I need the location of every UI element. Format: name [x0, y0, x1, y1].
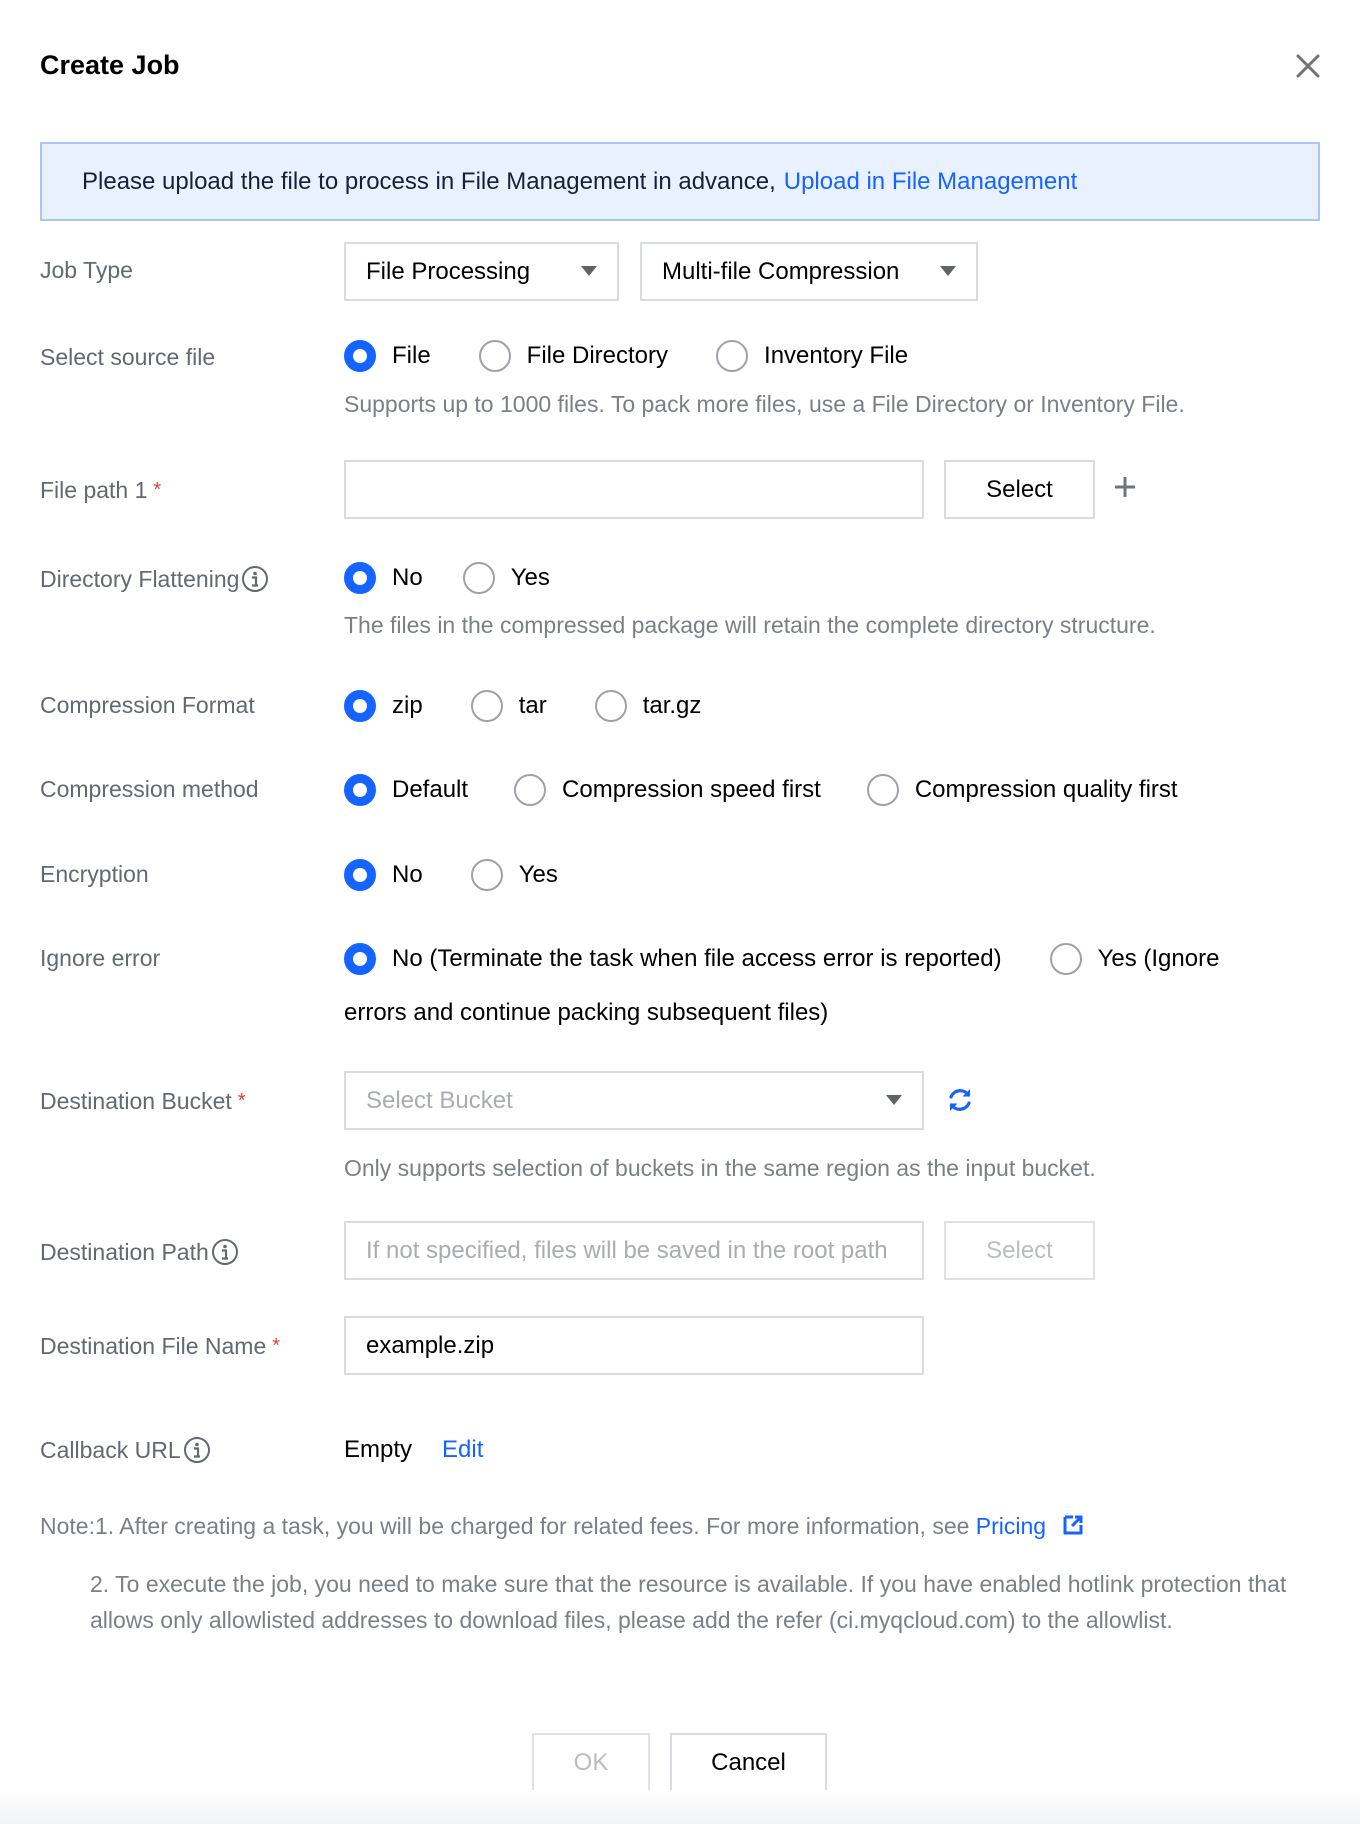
- radio-ignore-error-yes[interactable]: [1050, 943, 1220, 975]
- file-path-label: [40, 477, 161, 504]
- format-label: Compression Format: [40, 692, 255, 718]
- dest-bucket-label: [40, 1088, 246, 1115]
- radio-label: Yes (Ignore: [1097, 945, 1220, 972]
- dest-bucket-select[interactable]: [344, 1071, 924, 1130]
- radio-label: No (Terminate the task when file access error is reported): [392, 945, 1002, 972]
- radio-selected-icon: [344, 690, 376, 722]
- radio-unselected-icon: [595, 690, 627, 722]
- footer-shadow: [0, 1790, 1360, 1824]
- method-radio-group: [344, 774, 1178, 806]
- dest-bucket-hint: Only supports selection of buckets in the same region as the input bucket.: [344, 1155, 1096, 1181]
- radio-selected-icon: [344, 943, 376, 975]
- radio-label: File: [392, 342, 431, 369]
- radio-label: No: [392, 564, 423, 591]
- radio-unselected-icon: [479, 340, 511, 372]
- callback-edit-link[interactable]: Edit: [442, 1436, 484, 1463]
- radio-ignore-error-no[interactable]: [344, 943, 1002, 975]
- radio-selected-icon: [344, 562, 376, 594]
- notice-banner: [40, 142, 1320, 221]
- dest-path-label-text: Destination Path: [40, 1238, 209, 1265]
- dialog-title: Create Job: [40, 50, 180, 80]
- radio-label: Inventory File: [764, 342, 909, 369]
- job-type-label: Job Type: [40, 257, 133, 283]
- required-mark: *: [153, 479, 162, 501]
- required-mark: *: [237, 1090, 246, 1112]
- source-file-label: Select source file: [40, 344, 216, 370]
- encryption-radio-group: [344, 859, 558, 891]
- chevron-down-icon: [940, 266, 956, 276]
- note-line-1: [40, 1508, 1340, 1544]
- cancel-button[interactable]: Cancel: [670, 1733, 827, 1792]
- radio-format-tar[interactable]: [471, 690, 547, 722]
- refresh-icon[interactable]: [944, 1084, 976, 1116]
- ok-button[interactable]: OK: [532, 1733, 650, 1792]
- method-label: Compression method: [40, 776, 259, 802]
- radio-label: zip: [392, 692, 423, 719]
- pricing-link[interactable]: Pricing: [975, 1513, 1047, 1539]
- info-icon[interactable]: [183, 1436, 211, 1464]
- file-path-label-text: File path 1: [40, 477, 148, 503]
- radio-format-zip[interactable]: [344, 690, 423, 722]
- note-line-2: 2. To execute the job, you need to make sure that the resource is available. If you have enabled hotlink protection that allows only allowlisted addresses to download files, please add the refer (ci.myqcloud.com) to the allowlist.: [90, 1571, 1287, 1633]
- ignore-error-radio-group: [344, 943, 1219, 975]
- dest-file-name-input[interactable]: [344, 1316, 924, 1375]
- radio-label: No: [392, 861, 423, 888]
- radio-unselected-icon: [514, 774, 546, 806]
- radio-source-inventory-file[interactable]: [716, 340, 908, 372]
- dest-path-input[interactable]: [344, 1221, 924, 1280]
- job-subtype-select[interactable]: [640, 242, 978, 301]
- radio-label: Yes: [518, 861, 558, 888]
- chevron-down-icon: [886, 1095, 902, 1105]
- source-file-radio-group: [344, 340, 908, 372]
- source-file-hint: Supports up to 1000 files. To pack more files, use a File Directory or Inventory File.: [344, 391, 1185, 417]
- radio-unselected-icon: [463, 562, 495, 594]
- radio-method-quality[interactable]: [867, 774, 1178, 806]
- external-link-icon[interactable]: [1061, 1511, 1085, 1535]
- notice-text: Please upload the file to process in File Management in advance,: [82, 167, 776, 195]
- callback-label-text: Callback URL: [40, 1436, 181, 1463]
- plus-icon[interactable]: [1111, 473, 1139, 501]
- radio-label: File Directory: [526, 342, 669, 369]
- dest-path-select-button[interactable]: Select: [944, 1221, 1095, 1280]
- radio-flattening-no[interactable]: [344, 562, 423, 594]
- dest-bucket-placeholder: Select Bucket: [366, 1086, 513, 1114]
- upload-file-management-link[interactable]: Upload in File Management: [783, 167, 1078, 195]
- dest-bucket-label-text: Destination Bucket: [40, 1088, 232, 1114]
- job-type-select[interactable]: [344, 242, 619, 301]
- radio-label: Yes: [510, 564, 550, 591]
- close-icon[interactable]: [1290, 48, 1326, 84]
- info-icon[interactable]: [211, 1238, 239, 1266]
- dest-path-label: [40, 1238, 239, 1266]
- ignore-error-label: Ignore error: [40, 945, 161, 971]
- flattening-label: [40, 565, 269, 593]
- radio-unselected-icon: [867, 774, 899, 806]
- radio-label: Compression quality first: [914, 776, 1178, 803]
- radio-source-file-directory[interactable]: [479, 340, 668, 372]
- radio-flattening-yes[interactable]: [463, 562, 550, 594]
- radio-label: tar: [518, 692, 547, 719]
- job-subtype-value: Multi-file Compression: [662, 257, 900, 285]
- radio-label: Compression speed first: [562, 776, 821, 803]
- radio-unselected-icon: [471, 859, 503, 891]
- format-radio-group: [344, 690, 701, 722]
- radio-encryption-no[interactable]: [344, 859, 423, 891]
- radio-label: tar.gz: [642, 692, 702, 719]
- info-icon[interactable]: [241, 565, 269, 593]
- encryption-label: Encryption: [40, 861, 149, 887]
- file-path-input[interactable]: [344, 460, 924, 519]
- file-path-select-button[interactable]: Select: [944, 460, 1095, 519]
- radio-selected-icon: [344, 340, 376, 372]
- dest-file-name-label: [40, 1333, 280, 1360]
- job-type-value: File Processing: [366, 257, 531, 285]
- radio-source-file[interactable]: [344, 340, 431, 372]
- note-text-1: Note:1. After creating a task, you will be charged for related fees. For more information, see: [40, 1513, 970, 1539]
- callback-value: Empty: [344, 1436, 413, 1463]
- radio-method-speed[interactable]: [514, 774, 821, 806]
- flattening-radio-group: [344, 562, 550, 594]
- flattening-label-text: Directory Flattening: [40, 565, 240, 592]
- chevron-down-icon: [581, 266, 597, 276]
- radio-selected-icon: [344, 859, 376, 891]
- callback-label: [40, 1436, 211, 1464]
- radio-method-default[interactable]: [344, 774, 468, 806]
- radio-selected-icon: [344, 774, 376, 806]
- required-mark: *: [272, 1335, 281, 1357]
- radio-encryption-yes[interactable]: [471, 859, 558, 891]
- ignore-error-yes-continuation: errors and continue packing subsequent files): [344, 999, 829, 1026]
- radio-unselected-icon: [716, 340, 748, 372]
- flattening-hint: The files in the compressed package will retain the complete directory structure.: [344, 612, 1156, 638]
- radio-unselected-icon: [1050, 943, 1082, 975]
- dest-file-name-label-text: Destination File Name: [40, 1333, 267, 1359]
- radio-format-targz[interactable]: [595, 690, 702, 722]
- radio-unselected-icon: [471, 690, 503, 722]
- radio-label: Default: [392, 776, 469, 803]
